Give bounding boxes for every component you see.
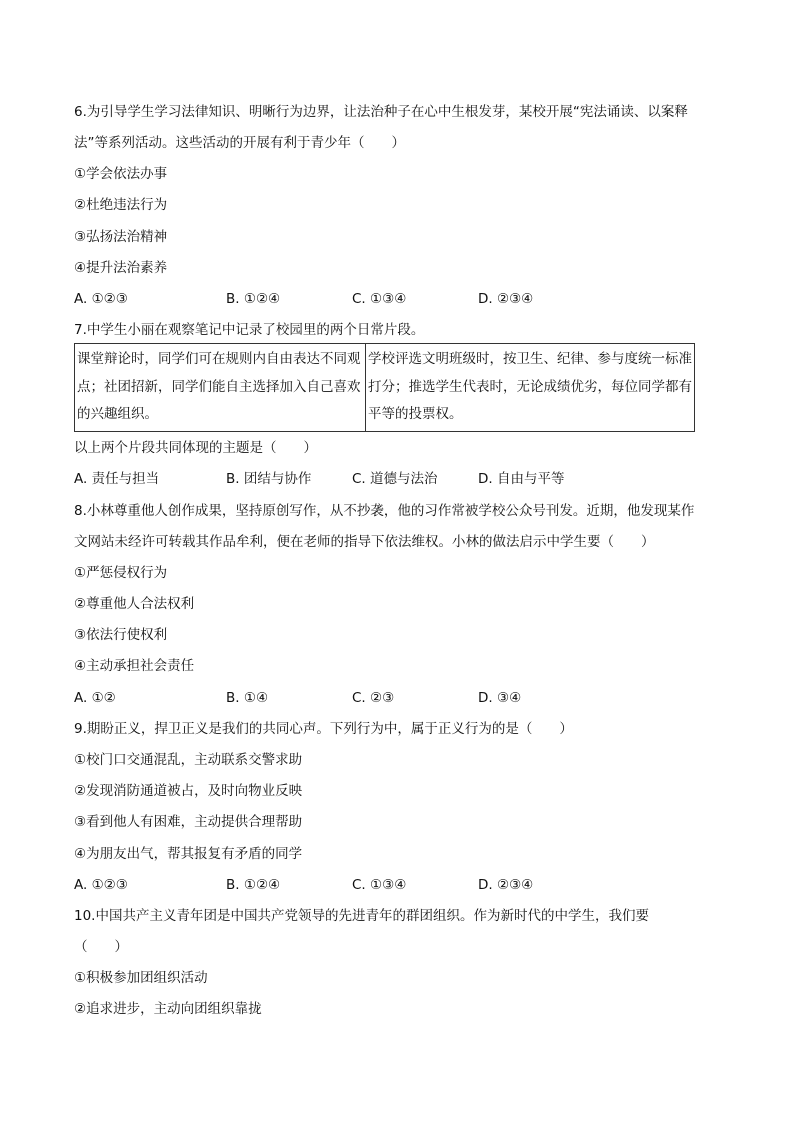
q9-item-2: ②发现消防通道被占，及时向物业反映 (74, 783, 303, 799)
q10-stem-line2: （ ） (74, 939, 128, 955)
q6-item-4: ④提升法治素养 (74, 260, 168, 276)
q9-item-1: ①校门口交通混乱，主动联系交警求助 (74, 752, 303, 768)
q7-option-c: C. 道德与法治 (352, 471, 438, 487)
q9-option-a: A. ①②③ (74, 877, 128, 893)
q8-item-4: ④主动承担社会责任 (74, 658, 195, 674)
q7-option-b: B. 团结与协作 (226, 471, 312, 487)
q6-option-a: A. ①②③ (74, 291, 128, 307)
q8-item-2: ②尊重他人合法权利 (74, 596, 195, 612)
q6-stem-line2: 法”等系列活动。这些活动的开展有利于青少年（ ） (74, 135, 405, 151)
q7-option-d: D. 自由与平等 (478, 471, 565, 487)
q6-stem-line1: 6.为引导学生学习法律知识、明晰行为边界，让法治种子在心中生根发芽，某校开展“宪法诵读、以案释 (74, 104, 688, 120)
q9-option-d: D. ②③④ (478, 877, 534, 893)
q9-option-c: C. ①③④ (352, 877, 407, 893)
q8-option-d: D. ③④ (478, 690, 522, 706)
q8-option-a: A. ①② (74, 690, 116, 706)
q7-option-a: A. 责任与担当 (74, 471, 160, 487)
q8-item-1: ①严惩侵权行为 (74, 565, 168, 581)
q9-item-4: ④为朋友出气，帮其报复有矛盾的同学 (74, 846, 303, 862)
q10-item-1: ①积极参加团组织活动 (74, 970, 208, 986)
q7-fragment-table (74, 343, 695, 432)
q8-option-b: B. ①④ (226, 690, 269, 706)
q8-item-3: ③依法行使权利 (74, 627, 168, 643)
q6-item-1: ①学会依法办事 (74, 166, 168, 182)
q10-item-2: ②追求进步，主动向团组织靠拢 (74, 1001, 262, 1017)
q8-stem-line1: 8.小林尊重他人创作成果，坚持原创写作，从不抄袭，他的习作常被学校公众号刊发。近期，他发现某作 (74, 503, 695, 519)
q9-item-3: ③看到他人有困难，主动提供合理帮助 (74, 814, 303, 830)
q6-option-d: D. ②③④ (478, 291, 534, 307)
q6-item-3: ③弘扬法治精神 (74, 229, 168, 245)
q10-stem-line1: 10.中国共产主义青年团是中国共产党领导的先进青年的群团组织。作为新时代的中学生，我们要 (74, 908, 649, 924)
q8-stem-line2: 文网站未经许可转载其作品牟利，便在老师的指导下依法维权。小林的做法启示中学生要（ ） (74, 534, 655, 550)
q7-fragment-1: 课堂辩论时，同学们可在规则内自由表达不同观点；社团招新，同学们能自主选择加入自己喜欢的兴趣组织。 (75, 344, 366, 432)
q7-fragment-2: 学校评选文明班级时，按卫生、纪律、参与度统一标准打分；推选学生代表时，无论成绩优劣，每位同学都有平等的投票权。 (366, 344, 695, 432)
q6-option-c: C. ①③④ (352, 291, 407, 307)
q6-item-2: ②杜绝违法行为 (74, 197, 168, 213)
q6-option-b: B. ①②④ (226, 291, 281, 307)
q9-stem: 9.期盼正义，捍卫正义是我们的共同心声。下列行为中，属于正义行为的是（ ） (74, 721, 573, 737)
q8-option-c: C. ②③ (352, 690, 395, 706)
q7-question: 以上两个片段共同体现的主题是（ ） (74, 440, 317, 456)
q9-option-b: B. ①②④ (226, 877, 281, 893)
q7-stem: 7.中学生小丽在观察笔记中记录了校园里的两个日常片段。 (74, 322, 425, 338)
